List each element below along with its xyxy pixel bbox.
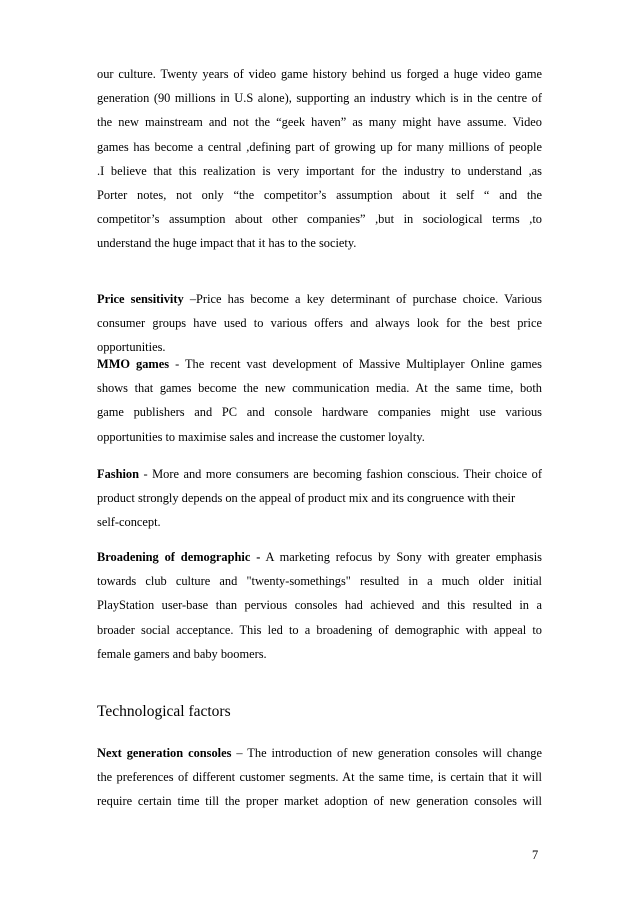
page-number: 7 bbox=[532, 848, 539, 862]
next-generation-consoles-paragraph bbox=[97, 741, 542, 814]
text-line bbox=[97, 545, 542, 569]
text-line: female gamers and baby boomers. bbox=[97, 646, 267, 661]
text-run: – The introduction of new generation consoles will change bbox=[231, 746, 542, 760]
text-line bbox=[97, 741, 542, 765]
text-line: Porter notes, not only “the competitor’s assumption about it self “ and the bbox=[97, 188, 542, 203]
text-run: - More and more consumers are becoming fashion conscious. Their choice of bbox=[139, 467, 542, 481]
text-line: product strongly depends on the appeal of product mix and its congruence with their bbox=[97, 491, 516, 506]
term-fashion: Fashion bbox=[97, 467, 140, 481]
mmo-games-paragraph bbox=[97, 352, 542, 449]
text-line: competitor’s assumption about other companies” ,but in sociological terms ,to bbox=[97, 212, 542, 227]
term-mmo-games: MMO games bbox=[97, 357, 170, 371]
text-run: - The recent vast development of Massive Multiplayer Online games bbox=[169, 357, 542, 371]
text-line: games has become a central ,defining part of growing up for many millions of people bbox=[97, 139, 542, 154]
text-line: the preferences of different customer segments. At the same time, is certain that it will bbox=[97, 770, 542, 785]
term-next-generation-consoles: Next generation consoles bbox=[97, 746, 232, 760]
text-line: the new mainstream and not the “geek haven” as many might have assume. Video bbox=[97, 115, 542, 130]
text-run: A marketing refocus by Sony with greater emphasis bbox=[260, 550, 542, 564]
text-line: understand the huge impact that it has to the society. bbox=[97, 236, 357, 251]
text-run: –Price has become a key determinant of purchase choice. Various bbox=[183, 292, 542, 306]
text-line: require certain time till the proper market adoption of new generation consoles will bbox=[97, 794, 542, 809]
text-line: broader social acceptance. This led to a broadening of demographic with appeal to bbox=[97, 622, 542, 637]
text-line: self-concept. bbox=[97, 515, 161, 530]
text-line: game publishers and PC and console hardware companies might use various bbox=[97, 405, 542, 420]
text-line: consumer groups have used to various offers and always look for the best price bbox=[97, 316, 542, 331]
text-line: our culture. Twenty years of video game history behind us forged a huge video game bbox=[97, 67, 542, 81]
fashion-paragraph bbox=[97, 462, 542, 535]
text-line: opportunities. bbox=[97, 340, 166, 355]
text-line bbox=[97, 462, 542, 486]
text-line: .I believe that this realization is very important for the industry to understand ,as bbox=[97, 163, 542, 178]
price-sensitivity-paragraph bbox=[97, 287, 542, 360]
term-price-sensitivity: Price sensitivity bbox=[97, 292, 184, 306]
demographic-paragraph bbox=[97, 545, 542, 666]
intro-paragraph bbox=[97, 62, 542, 256]
text-line: towards club culture and "twenty-somethings" resulted in a much older initial bbox=[97, 574, 542, 589]
text-line bbox=[97, 287, 542, 311]
text-line: opportunities to maximise sales and increase the customer loyalty. bbox=[97, 429, 425, 444]
text-line: PlayStation user-base than pervious consoles had achieved and this resulted in a bbox=[97, 598, 542, 613]
section-heading-technological-factors: Technological factors bbox=[97, 703, 231, 720]
text-line bbox=[97, 352, 542, 376]
term-broadening-of-demographic: Broadening of demographic - bbox=[97, 550, 261, 564]
text-line: generation (90 millions in U.S alone), supporting an industry which is in the centre of bbox=[97, 91, 542, 106]
text-line: shows that games become the new communication media. At the same time, both bbox=[97, 381, 542, 396]
